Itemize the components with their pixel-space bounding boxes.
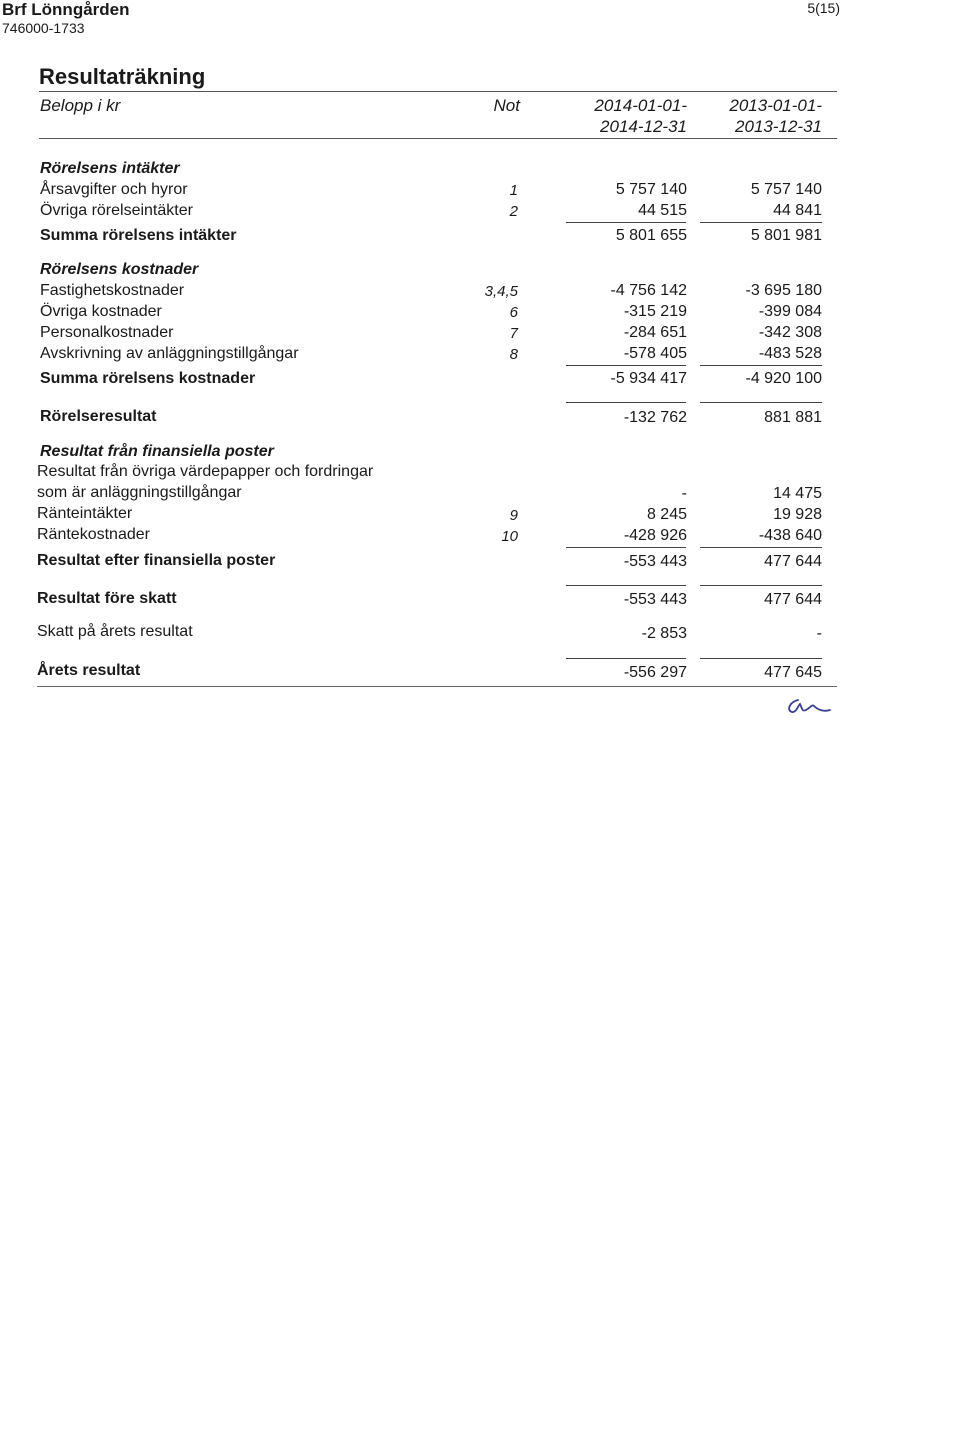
value-2013: -483 528	[758, 345, 822, 362]
note-ref: 9	[509, 507, 518, 524]
row-label-total: Rörelseresultat	[40, 408, 157, 425]
note-ref: 10	[501, 528, 518, 545]
amount-unit-label: Belopp i kr	[40, 96, 121, 115]
note-ref: 2	[509, 203, 518, 220]
value-2014: 5 801 655	[615, 227, 687, 244]
row-label: Avskrivning av anläggningstillgångar	[40, 345, 299, 362]
value-2013: 477 644	[764, 553, 822, 570]
subtotal-rule	[700, 547, 822, 548]
value-2013: -	[816, 625, 822, 642]
value-2014: 44 515	[638, 202, 687, 219]
section-heading-financial: Resultat från finansiella poster	[40, 443, 274, 460]
subtotal-rule	[700, 585, 822, 586]
value-2013: 5 801 981	[750, 227, 822, 244]
row-label: Räntekostnader	[37, 526, 150, 543]
value-2014: -428 926	[623, 527, 687, 544]
row-label: Fastighetskostnader	[40, 282, 185, 299]
row-label: Resultat från övriga värdepapper och fordringar	[37, 463, 374, 480]
subtotal-rule	[566, 402, 686, 403]
value-2014: -556 297	[623, 664, 687, 681]
note-ref: 1	[509, 182, 518, 199]
value-2013: 44 841	[773, 202, 822, 219]
value-2014: -553 443	[623, 591, 687, 608]
value-2013: -3 695 180	[745, 282, 822, 299]
value-2014: -4 756 142	[610, 282, 687, 299]
subtotal-rule	[700, 658, 822, 659]
value-2013: 881 881	[764, 409, 822, 426]
handwritten-initials-icon	[784, 696, 834, 718]
subtotal-rule	[566, 585, 686, 586]
page-title: Resultaträkning	[39, 64, 206, 89]
period-prior-end: 2013-12-31	[735, 117, 822, 136]
note-ref: 7	[509, 325, 518, 342]
row-label: Övriga kostnader	[40, 303, 162, 320]
period-prior-start: 2013-01-01-	[729, 96, 822, 115]
value-2014: -2 853	[641, 625, 687, 642]
row-label-total: Summa rörelsens kostnader	[40, 370, 256, 387]
value-2013: -399 084	[758, 303, 822, 320]
page-number: 5(15)	[807, 0, 840, 16]
value-2013: -342 308	[758, 324, 822, 341]
subtotal-rule	[700, 222, 822, 223]
row-label: Personalkostnader	[40, 324, 174, 341]
value-2013: 477 644	[764, 591, 822, 608]
period-current-start: 2014-01-01-	[594, 96, 687, 115]
row-label: som är anläggningstillgångar	[37, 484, 242, 501]
value-2014: 5 757 140	[615, 181, 687, 198]
subtotal-rule	[566, 658, 686, 659]
value-2014: -315 219	[623, 303, 687, 320]
row-label: Årsavgifter och hyror	[40, 181, 188, 198]
bottom-rule	[37, 686, 837, 687]
value-2014: -284 651	[623, 324, 687, 341]
row-label: Ränteintäkter	[37, 505, 133, 522]
section-heading-costs: Rörelsens kostnader	[40, 261, 199, 278]
header-rule	[39, 138, 837, 139]
row-label-total: Resultat före skatt	[37, 590, 177, 607]
value-2013: 14 475	[773, 485, 822, 502]
note-ref: 8	[509, 346, 518, 363]
value-2014: -553 443	[623, 553, 687, 570]
row-label: Övriga rörelseintäkter	[40, 202, 193, 219]
note-ref: 3,4,5	[484, 283, 518, 300]
value-2014: -132 762	[623, 409, 687, 426]
value-2014: 8 245	[646, 506, 687, 523]
note-column-header: Not	[493, 96, 520, 115]
row-label-total: Summa rörelsens intäkter	[40, 227, 237, 244]
value-2014: -	[681, 485, 687, 502]
row-label: Skatt på årets resultat	[37, 623, 193, 640]
company-name: Brf Lönngården	[2, 0, 130, 19]
row-label-total: Årets resultat	[37, 662, 141, 679]
note-ref: 6	[509, 304, 518, 321]
value-2013: 19 928	[773, 506, 822, 523]
subtotal-rule	[700, 365, 822, 366]
subtotal-rule	[700, 402, 822, 403]
subtotal-rule	[566, 365, 686, 366]
value-2013: 477 645	[764, 664, 822, 681]
row-label-total: Resultat efter finansiella poster	[37, 552, 276, 569]
period-current-end: 2014-12-31	[600, 117, 687, 136]
subtotal-rule	[566, 222, 686, 223]
subtotal-rule	[566, 547, 686, 548]
value-2013: 5 757 140	[750, 181, 822, 198]
section-heading-revenue: Rörelsens intäkter	[40, 160, 180, 177]
value-2013: -4 920 100	[745, 370, 822, 387]
title-rule	[39, 91, 837, 92]
org-number: 746000-1733	[2, 20, 85, 36]
value-2013: -438 640	[758, 527, 822, 544]
value-2014: -578 405	[623, 345, 687, 362]
value-2014: -5 934 417	[610, 370, 687, 387]
